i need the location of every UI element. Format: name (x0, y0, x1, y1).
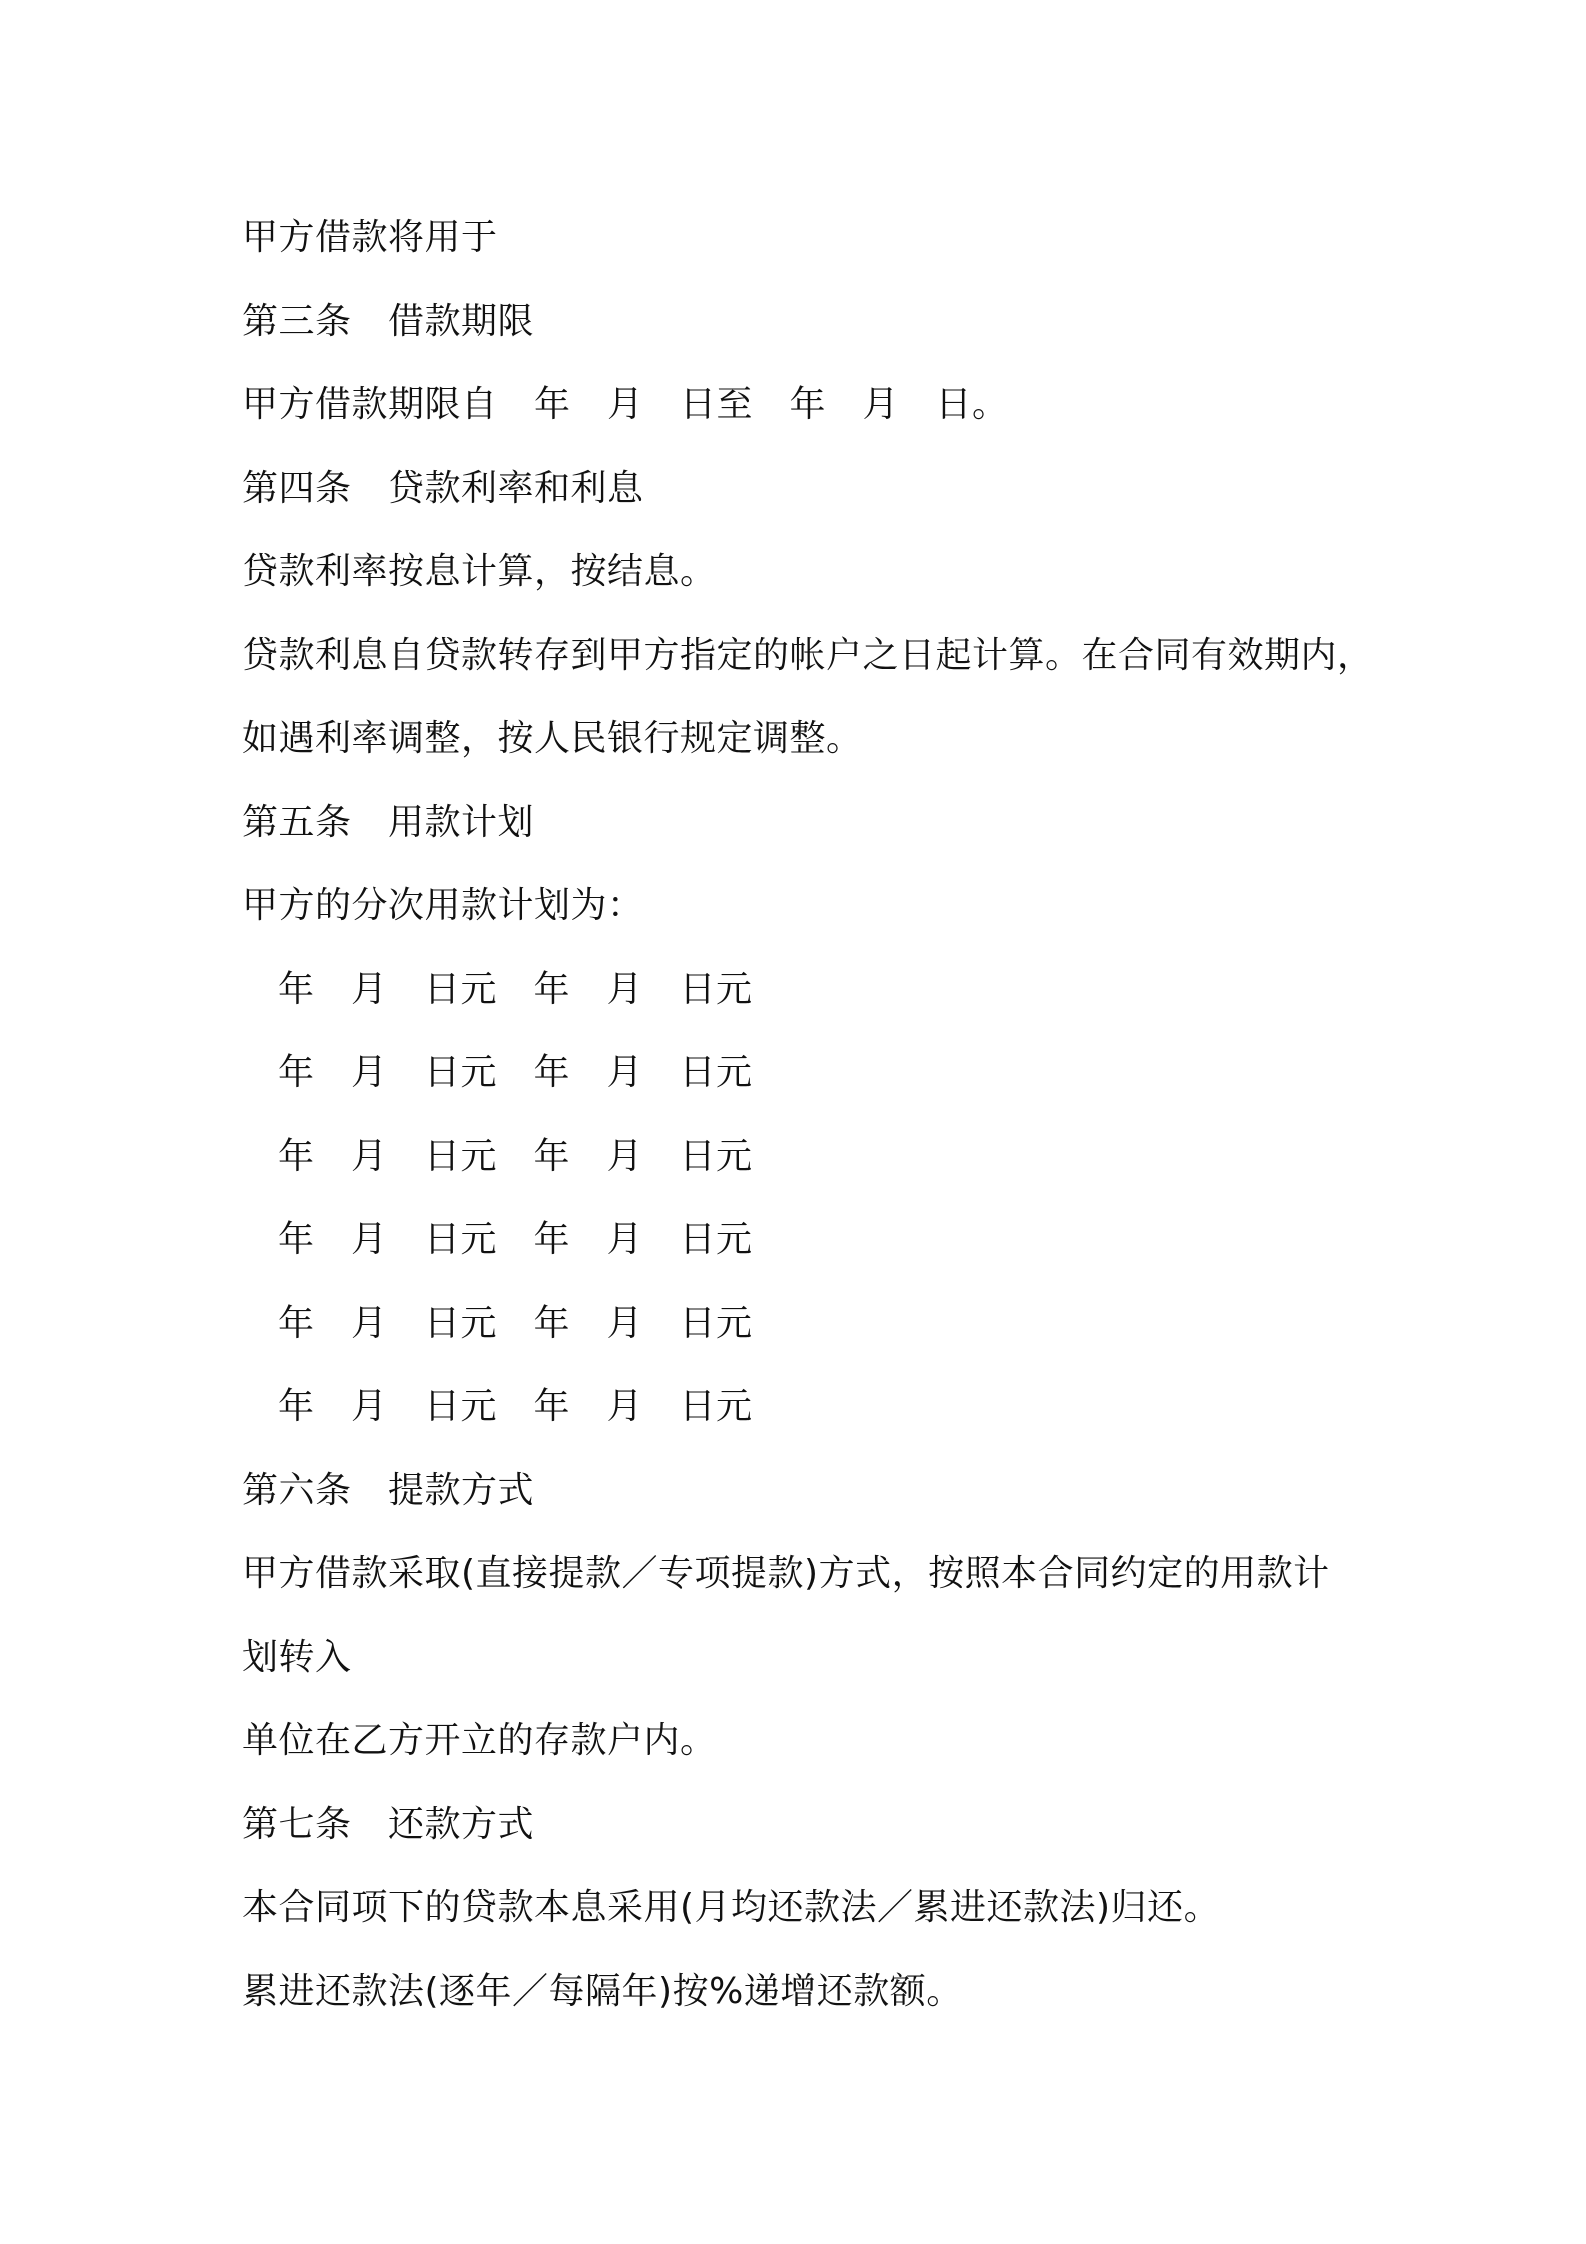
usage-plan-row: 年 月 日元 年 月 日元 (278, 1219, 753, 1260)
usage-plan-row: 年 月 日元 年 月 日元 (278, 1302, 753, 1344)
purpose-line: 甲方借款将用于 (242, 217, 498, 258)
deposit-account-line: 单位在乙方开立的存款户内。 (242, 1720, 717, 1761)
usage-plan-row: 年 月 日元 年 月 日元 (278, 1135, 753, 1177)
withdrawal-method-line: 甲方借款采取(直接提款／专项提款)方式，按照本合同约定的用款计 (242, 1553, 1330, 1594)
rate-adjustment-line: 如遇利率调整，按人民银行规定调整。 (242, 718, 863, 759)
progressive-repayment-line: 累进还款法(逐年／每隔年)按%递增还款额。 (242, 1970, 963, 2012)
usage-plan-row: 年 月 日元 年 月 日元 (278, 1386, 753, 1427)
article-6-heading: 第六条 提款方式 (242, 1469, 535, 1511)
article-5-heading: 第五条 用款计划 (242, 801, 535, 843)
article-4-heading: 第四条 贷款利率和利息 (242, 467, 644, 509)
interest-rate-line: 贷款利率按息计算，按结息。 (242, 551, 717, 592)
article-7-heading: 第七条 还款方式 (242, 1803, 535, 1845)
loan-term-line: 甲方借款期限自 年 月 日至 年 月 日。 (242, 384, 1009, 425)
repayment-method-line: 本合同项下的贷款本息采用(月均还款法／累进还款法)归还。 (242, 1887, 1221, 1928)
article-3-heading: 第三条 借款期限 (242, 300, 535, 342)
interest-start-line: 贷款利息自贷款转存到甲方指定的帐户之日起计算。在合同有效期内， (242, 634, 1374, 676)
usage-plan-row: 年 月 日元 年 月 日元 (278, 1052, 753, 1093)
contract-body (242, 196, 1402, 2033)
usage-plan-row: 年 月 日元 年 月 日元 (278, 968, 753, 1010)
usage-plan-intro: 甲方的分次用款计划为： (242, 885, 644, 926)
withdrawal-method-continued: 划转入 (242, 1636, 352, 1678)
